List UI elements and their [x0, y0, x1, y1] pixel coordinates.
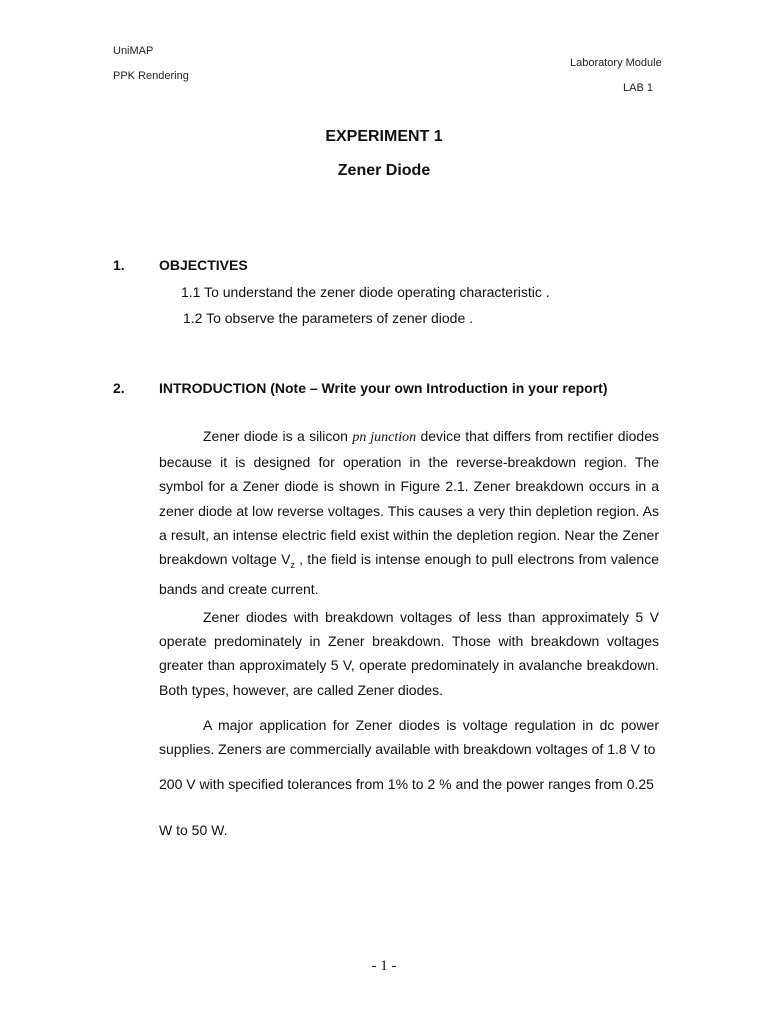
header-clipped-right — [623, 82, 663, 94]
objective-item: 1.1 To understand the zener diode operating characteristic . — [181, 284, 550, 300]
header-clipped-left-text: PPK Rendering — [113, 70, 189, 82]
header-module: Laboratory Module — [570, 57, 662, 69]
p1-text-middle: device that differs from rectifier diodes because it is designed for operation in the reverse-breakdown region. The symbol for a Zener diode is shown in Figure 2.1. Zener breakdown occurs in a zener diode at low reverse voltages. This causes a very thin depletion region. As a result, an intense electric field exist within the depletion region. Near the Zener breakdown voltage V — [159, 428, 659, 568]
section-1-number: 1. — [113, 257, 125, 273]
section-1-heading: OBJECTIVES — [159, 257, 248, 273]
intro-paragraph-1 — [159, 424, 659, 601]
header-clipped-right-text: LAB 1 — [623, 82, 653, 94]
p1-text-end: , the field is intense enough to pull electrons from valence bands and create current. — [159, 551, 659, 598]
page-number: - 1 - — [371, 958, 397, 974]
experiment-subject: Zener Diode — [337, 162, 431, 179]
p3-text: A major application for Zener diodes is voltage regulation in dc power supplies. Zeners are commercially available with breakdown voltages of 1.8 V to — [159, 717, 659, 758]
intro-paragraph-2 — [159, 605, 659, 702]
p1-text-start: Zener diode is a silicon — [203, 428, 353, 444]
section-2-number: 2. — [113, 380, 125, 396]
intro-line-4: 200 V with specified tolerances from 1% to 2 % and the power ranges from 0.25 — [159, 776, 654, 792]
p2-text: Zener diodes with breakdown voltages of less than approximately 5 V operate predominately in Zener breakdown. Those with breakdown voltages greater than approximately 5 V, operate predominately in avalanche breakdown. Both types, however, are called Zener diodes. — [159, 609, 659, 698]
section-2-heading: INTRODUCTION (Note – Write your own Introduction in your report) — [159, 380, 608, 396]
header-institution: UniMAP — [113, 45, 154, 57]
intro-paragraph-3 — [159, 713, 659, 761]
objective-item: 1.2 To observe the parameters of zener diode . — [183, 310, 474, 326]
experiment-title: EXPERIMENT 1 — [325, 128, 443, 145]
intro-line-5: W to 50 W. — [159, 822, 228, 838]
p1-italic-term: pn junction — [352, 430, 417, 445]
header-clipped-left — [113, 70, 233, 82]
p1-subscript: z — [290, 559, 295, 570]
